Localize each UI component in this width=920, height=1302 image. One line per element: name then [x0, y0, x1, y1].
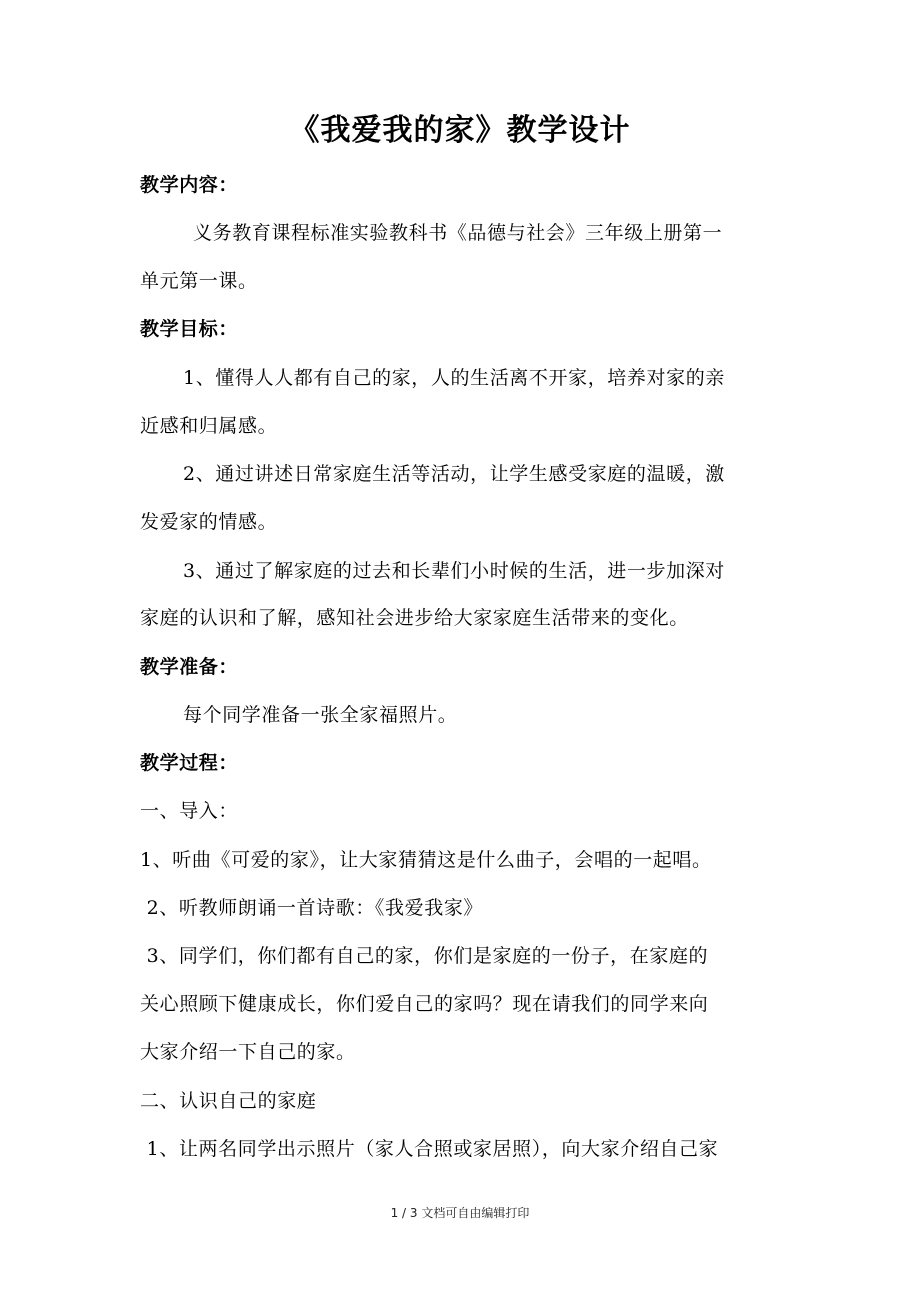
- process-step: 3、同学们，你们都有自己的家，你们是家庭的一份子，在家庭的: [140, 945, 709, 967]
- goal-item-3-cont: 家庭的认识和了解，感知社会进步给大家家庭生活带来的变化。: [140, 607, 689, 629]
- process-step: 2、听教师朗诵一首诗歌：《我爱我家》: [140, 897, 484, 919]
- goal-item-2: 2、通过讲述日常家庭生活等活动，让学生感受家庭的温暖，激: [183, 463, 725, 485]
- goal-item-1-cont: 近感和归属感。: [140, 415, 278, 437]
- preparation-text: 每个同学准备一张全家福照片。: [183, 704, 458, 726]
- process-subheading-family: 二、认识自己的家庭: [140, 1090, 317, 1112]
- goal-item-3: 3、通过了解家庭的过去和长辈们小时候的生活，进一步加深对: [183, 560, 725, 582]
- section-heading-process: 教学过程：: [140, 752, 239, 774]
- goal-item-1: 1、懂得人人都有自己的家，人的生活离不开家，培养对家的亲: [183, 367, 725, 389]
- process-step: 1、听曲《可爱的家》，让大家猜猜这是什么曲子，会唱的一起唱。: [140, 849, 712, 871]
- paragraph-line: 单元第一课。: [140, 270, 258, 292]
- goal-item-2-cont: 发爱家的情感。: [140, 511, 278, 533]
- process-step-cont: 关心照顾下健康成长，你们爱自己的家吗？现在请我们的同学来向: [140, 993, 709, 1015]
- section-heading-content: 教学内容：: [140, 174, 239, 196]
- process-step-cont: 大家介绍一下自己的家。: [140, 1041, 356, 1063]
- page-footer: 1 / 3 文档可自由编辑打印: [390, 1206, 530, 1220]
- document-title: 《我爱我的家》教学设计: [289, 113, 631, 148]
- process-subheading-intro: 一、导入：: [140, 800, 239, 822]
- paragraph-line: 义务教育课程标准实验教科书《品德与社会》三年级上册第一: [193, 222, 723, 244]
- section-heading-preparation: 教学准备：: [140, 656, 239, 678]
- section-heading-goals: 教学目标：: [140, 318, 239, 340]
- process-step: 1、让两名同学出示照片（家人合照或家居照），向大家介绍自己家: [140, 1138, 719, 1160]
